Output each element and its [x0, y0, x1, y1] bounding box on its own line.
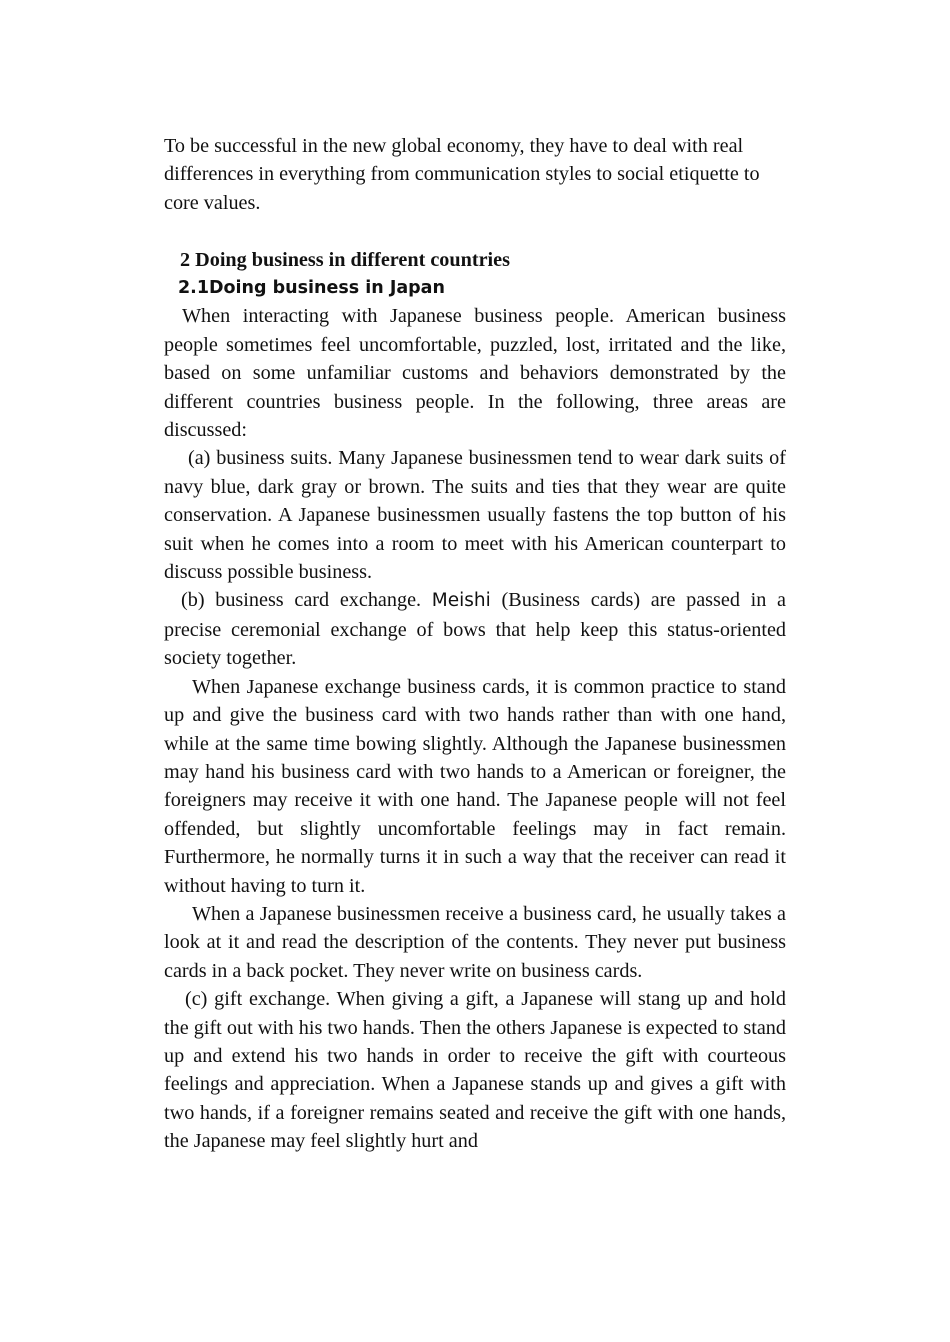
intro-paragraph: To be successful in the new global economy, they have to deal with real differences in everything from communication styles to social etiquette to core values. [164, 135, 760, 214]
paragraph-card-exchange: When Japanese exchange business cards, it is common practice to stand up and give the business card with two hands rather than with one hand, while at the same time bowing slightly. Although the Japanese businessmen may hand his business card with two hands to a American or foreigner, the foreigners may receive it with one hand. The Japanese people will not feel offended, but slightly uncomfortable feelings may in fact remain. Furthermore, he normally turns it in such a way that the receiver can read it without having to turn it. [164, 675, 786, 897]
meishi-term: Meishi [431, 590, 491, 612]
blank-line [164, 217, 786, 245]
subsection-heading: 2.1Doing business in Japan [178, 278, 445, 299]
cards-text-a: (b) business card exchange. [181, 589, 422, 612]
paragraph-card-receive: When a Japanese businessmen receive a business card, he usually takes a look at it and read the description of the contents. They never put business cards in a back pocket. They never write on business cards. [164, 902, 786, 982]
paragraph-business-suits: (a) business suits. Many Japanese businessmen tend to wear dark suits of navy blue, dark gray or brown. The suits and ties that they wear are quite conservation. A Japanese businessmen usually fastens the top button of his suit when he comes into a room to meet with his American counterpart to discuss possible business. [164, 447, 786, 584]
paragraph-business-cards [164, 586, 786, 672]
section-heading: 2 Doing business in different countries [180, 248, 510, 271]
cards-text-b: (Business cards) are passed in a precise ceremonial exchange of bows that help keep this status-oriented society together. [164, 589, 787, 670]
paragraph-gift-exchange: (c) gift exchange. When giving a gift, a Japanese will stang up and hold the gift out with his two hands. Then the others Japanese is expected to stand up and extend his two hands in order to receive the gift with courteous feelings and appreciation. When a Japanese stands up and gives a gift with two hands, if a foreigner remains seated and receive the gift with one hands, the Japanese may feel slightly hurt and [164, 988, 786, 1153]
paragraph-interacting: When interacting with Japanese business people. American business people sometimes feel uncomfortable, puzzled, lost, irritated and the like, based on some unfamiliar customs and behaviors demonstrated by the different countries business people. In the following, three areas are discussed: [164, 305, 786, 442]
document-page [164, 132, 786, 1156]
